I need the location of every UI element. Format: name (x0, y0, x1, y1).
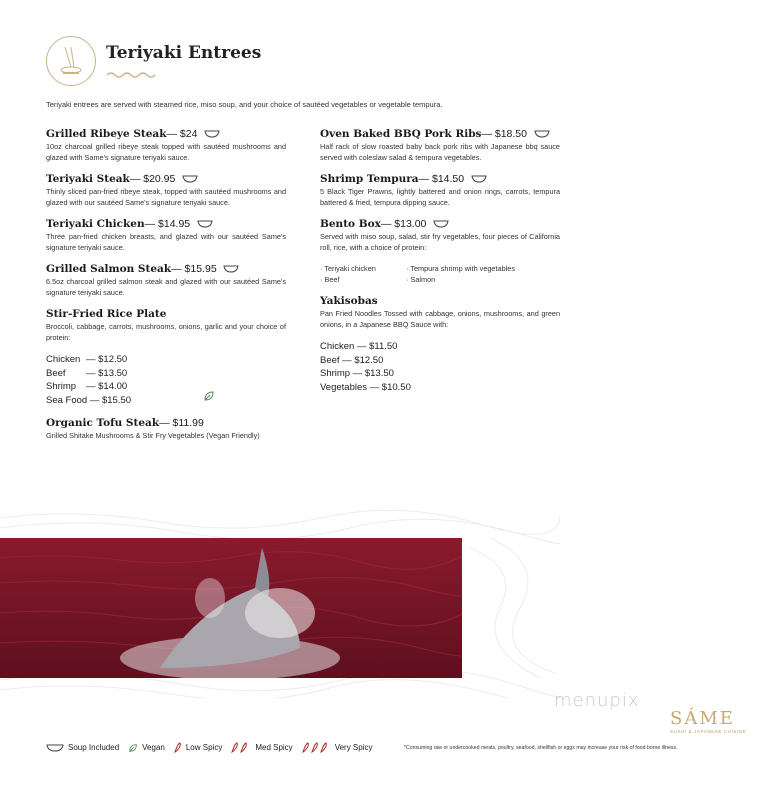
food-safety-disclaimer: *Consuming raw or undercooked meats, poultry, seafood, shellfish or eggs may increase your risk of food borne illness. (404, 745, 678, 751)
soup-bowl-icon (223, 265, 239, 273)
item-price: — $18.50 (481, 128, 527, 140)
menu-item (320, 295, 560, 394)
item-price: — $24 (166, 128, 198, 140)
item-name: Bento Box (320, 218, 381, 230)
legend-med-spicy-label: Med Spicy (255, 743, 293, 752)
option-line: Chicken — $11.50 (320, 341, 398, 352)
item-name: Teriyaki Chicken (46, 218, 145, 230)
soup-bowl-icon (204, 130, 220, 138)
bento-protein-list (320, 263, 560, 285)
soup-bowl-icon (534, 130, 550, 138)
soup-bowl-icon (433, 220, 449, 228)
item-price: — $20.95 (129, 173, 176, 185)
right-column (320, 128, 560, 404)
item-name: Oven Baked BBQ Pork Ribs (320, 128, 482, 140)
menu-item (46, 417, 286, 442)
item-name: Teriyaki Steak (46, 173, 130, 185)
item-name: Organic Tofu Steak (46, 417, 160, 429)
chili-pepper-icon (231, 742, 251, 753)
option-line: Shrimp — $13.50 (320, 368, 394, 379)
legend-vegan-label: Vegan (142, 743, 165, 752)
item-price: — $13.00 (380, 218, 427, 230)
item-name: Stir-Fried Rice Plate (46, 308, 167, 320)
option-price: — $12.50 (86, 354, 128, 365)
menu-item (46, 173, 286, 208)
item-name: Grilled Salmon Steak (46, 263, 172, 275)
left-column (46, 128, 286, 452)
menupix-watermark: menupix (554, 690, 640, 711)
page-title: Teriyaki Entrees (106, 43, 262, 63)
soup-bowl-icon (471, 175, 487, 183)
option-line: Beef — $12.50 (320, 354, 384, 366)
chili-pepper-icon (174, 742, 182, 753)
protein-option: · Tempura shrimp with vegetables (406, 264, 515, 273)
legend-low-spicy-label: Low Spicy (185, 743, 223, 752)
option-line: Vegetables — $10.50 (320, 381, 411, 393)
item-price: — $14.50 (418, 173, 465, 185)
vegan-leaf-icon (203, 390, 215, 402)
option-name: Sea Food (46, 394, 88, 406)
soup-bowl-icon (46, 744, 64, 752)
protein-option: · Beef (320, 275, 340, 284)
menu-item (320, 218, 560, 285)
option-name: Chicken (46, 354, 81, 365)
option-price: — $13.50 (86, 367, 128, 379)
dolphin-photo (0, 538, 462, 678)
option-name: Shrimp (46, 381, 77, 392)
item-description: Three pan-fried chicken breasts, and glazed with our sautéed Same's signature teriyaki sauce. (46, 232, 286, 252)
intro-text: Teriyaki entrees are served with steamed rice, miso soup, and your choice of sautéed vegetables or vegetable tempura. (46, 100, 443, 109)
option-price: — $14.00 (86, 381, 128, 392)
item-name: Yakisobas (320, 295, 378, 307)
vegan-leaf-icon (128, 743, 138, 753)
brand-tagline: SUSHI & JAPANESE CUISINE (670, 729, 747, 734)
item-name: Shrimp Tempura (320, 173, 419, 185)
brand-logo: SÁME (670, 708, 735, 729)
item-description: Broccoli, cabbage, carrots, mushrooms, onions, garlic and your choice of protein: (46, 322, 286, 342)
item-price: — $11.99 (159, 417, 204, 429)
item-name: Grilled Ribeye Steak (46, 128, 167, 140)
item-description: Half rack of slow roasted baby back pork ribs with Japanese bbq sauce served with coleslaw salad & tempura vegetables. (320, 142, 560, 162)
menu-item (320, 173, 560, 208)
item-description: Thinly sliced pan-fried ribeye steak, topped with sautéed mushrooms and glazed with our sautéed Same's signature teriyaki sauce. (46, 187, 286, 207)
item-description: Served with miso soup, salad, stir fry vegetables, four pieces of California roll, rice, with a choice of protein: (320, 232, 560, 252)
legend (46, 742, 381, 753)
item-description: 5 Black Tiger Prawns, lightly battered and onion rings, carrots, tempura battered & fried, tempura dipping sauce. (320, 187, 560, 207)
menu-item (46, 218, 286, 253)
wave-divider-icon (106, 70, 160, 78)
menu-item (46, 308, 286, 407)
menu-item (46, 128, 286, 163)
menu-item (320, 128, 560, 163)
option-name: Beef (46, 367, 66, 379)
item-description: 10oz charcoal grilled ribeye steak topped with sautéed mushrooms and glazed with Same's signature teriyaki sauce. (46, 142, 286, 162)
item-description: Grilled Shitake Mushrooms & Stir Fry Vegetables (Vegan Friendly) (46, 431, 260, 440)
chili-pepper-icon (302, 742, 331, 753)
item-price: — $14.95 (144, 218, 191, 230)
legend-very-spicy-label: Very Spicy (334, 743, 373, 752)
item-description: Pan Fried Noodles Tossed with cabbage, onions, mushrooms, and green onions, in a Japanese BBQ Sauce with: (320, 309, 560, 329)
protein-option: · Salmon (406, 275, 436, 284)
item-description: 6.5oz charcoal grilled salmon steak and glazed with our sautéed Same's signature teriyaki sauce. (46, 277, 286, 297)
restaurant-emblem (46, 36, 96, 86)
legend-soup-label: Soup Included (68, 743, 120, 752)
menu-item (46, 263, 286, 298)
protein-price-list (320, 340, 560, 394)
soup-bowl-icon (197, 220, 213, 228)
item-price: — $15.95 (171, 263, 217, 275)
protein-option: · Teriyaki chicken (320, 264, 376, 273)
protein-price-list (46, 353, 286, 407)
soup-bowl-icon (182, 175, 198, 183)
option-price: — $15.50 (89, 394, 132, 406)
